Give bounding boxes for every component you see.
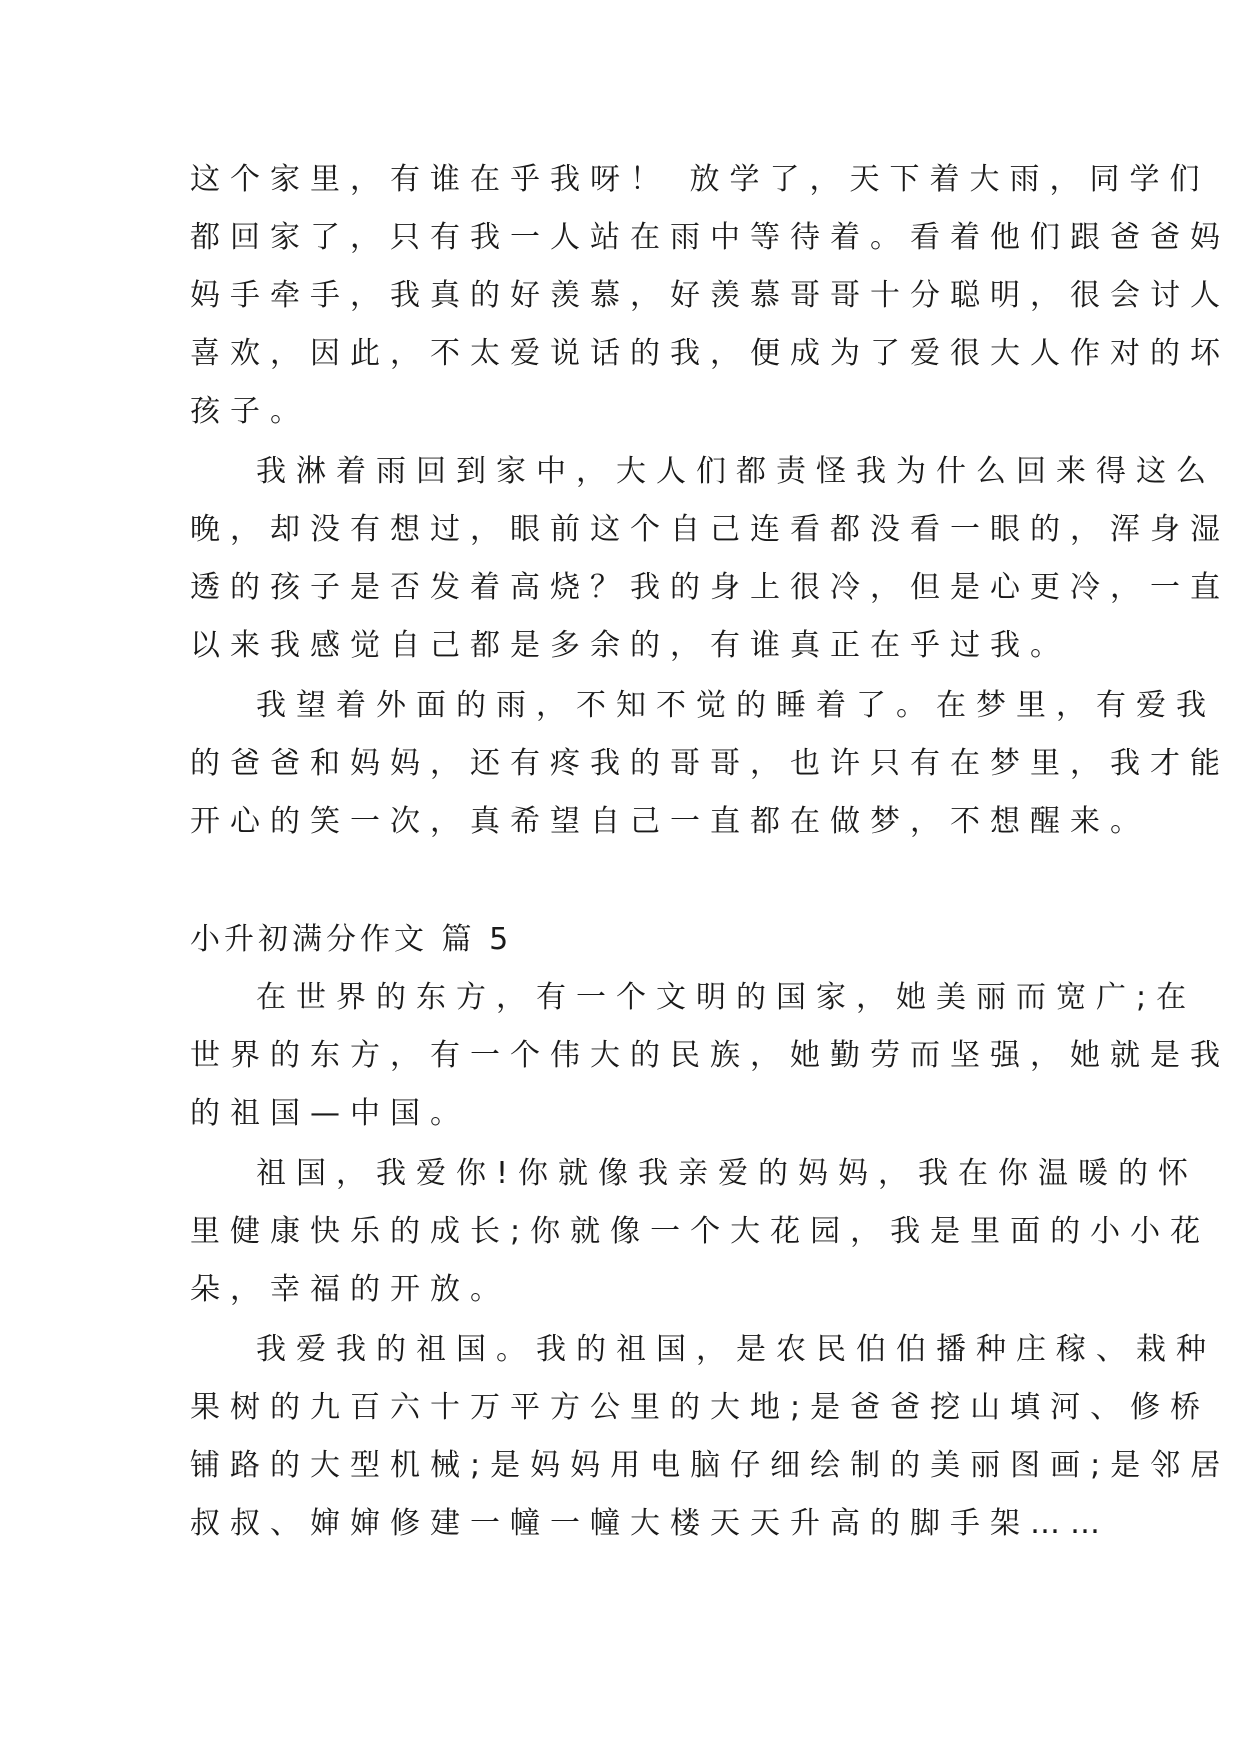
text-line: 果树的九百六十万平方公里的大地;是爸爸挖山填河、修桥 — [190, 1390, 1211, 1425]
text-line: 的爸爸和妈妈，还有疼我的哥哥，也许只有在梦里，我才能 — [190, 746, 1230, 781]
text-line: 叔叔、婶婶修建一幢一幢大楼天天升高的脚手架…… — [190, 1506, 1110, 1541]
text-line: 的祖国—中国。 — [190, 1096, 470, 1131]
text-line: 朵，幸福的开放。 — [190, 1272, 510, 1307]
text-line: 晚，却没有想过，眼前这个自己连看都没看一眼的，浑身湿 — [190, 512, 1230, 547]
text-line: 里健康快乐的成长;你就像一个大花园，我是里面的小小花 — [190, 1214, 1211, 1249]
text-line: 透的孩子是否发着高烧？我的身上很冷，但是心更冷，一直 — [190, 570, 1230, 605]
text-line: 这个家里，有谁在乎我呀！ 放学了，天下着大雨，同学们 — [190, 162, 1210, 197]
text-line: 都回家了，只有我一人站在雨中等待着。看着他们跟爸爸妈 — [190, 220, 1230, 255]
text-line: 妈手牵手，我真的好羡慕，好羡慕哥哥十分聪明，很会讨人 — [190, 278, 1230, 313]
text-line: 喜欢，因此，不太爱说话的我，便成为了爱很大人作对的坏 — [190, 336, 1230, 371]
paragraph-first-line: 我望着外面的雨，不知不觉的睡着了。在梦里，有爱我 — [256, 688, 1216, 723]
paragraph-first-line: 在世界的东方，有一个文明的国家，她美丽而宽广;在 — [256, 980, 1197, 1015]
text-line: 以来我感觉自己都是多余的，有谁真正在乎过我。 — [190, 628, 1070, 663]
text-line: 孩子。 — [190, 394, 310, 429]
paragraph-first-line: 我爱我的祖国。我的祖国，是农民伯伯播种庄稼、栽种 — [256, 1332, 1216, 1367]
text-line: 开心的笑一次，真希望自己一直都在做梦，不想醒来。 — [190, 804, 1150, 839]
text-line: 铺路的大型机械;是妈妈用电脑仔细绘制的美丽图画;是邻居 — [190, 1448, 1231, 1483]
text-line: 世界的东方，有一个伟大的民族，她勤劳而坚强，她就是我 — [190, 1038, 1230, 1073]
paragraph-first-line: 我淋着雨回到家中，大人们都责怪我为什么回来得这么 — [256, 454, 1216, 489]
paragraph-first-line: 祖国，我爱你!你就像我亲爱的妈妈，我在你温暖的怀 — [256, 1156, 1199, 1191]
section-title: 小升初满分作文 篇 5 — [190, 922, 513, 957]
